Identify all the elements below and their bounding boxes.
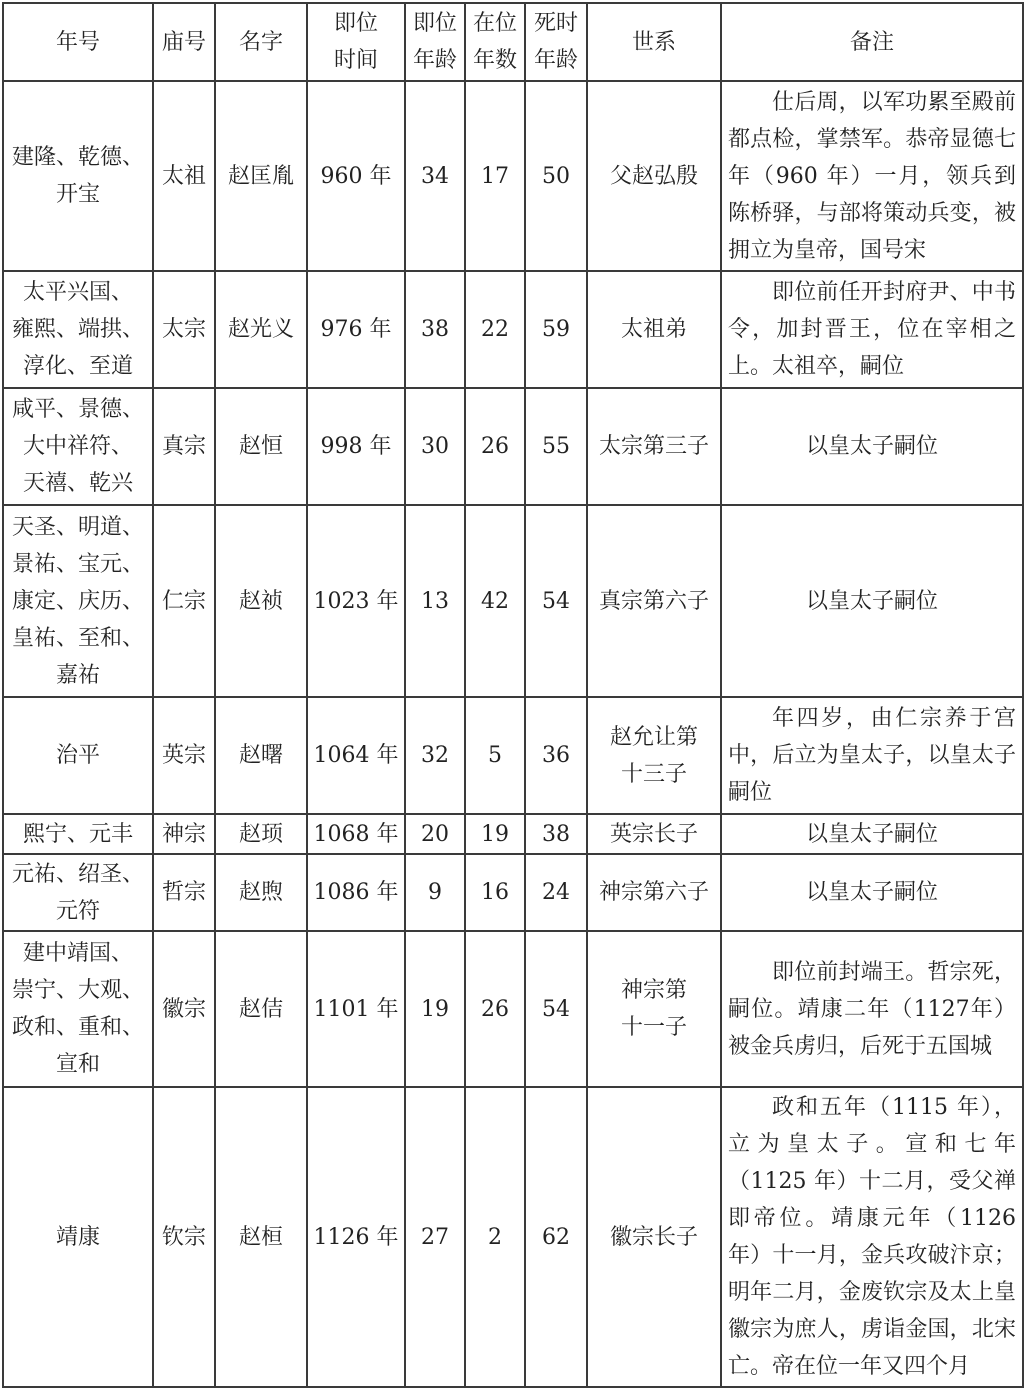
- cell-death-age: 36: [525, 697, 587, 814]
- cell-era: 天圣、明道、 景祐、宝元、 康定、庆历、 皇祐、至和、 嘉祐: [3, 505, 153, 697]
- header-name: 名字: [215, 3, 307, 81]
- cell-accession-time: 1126 年: [307, 1087, 405, 1387]
- cell-lineage: 神宗第 十一子: [587, 931, 721, 1087]
- cell-name: 赵佶: [215, 931, 307, 1087]
- northern-song-emperors-table: [2, 2, 1024, 1388]
- header-notes: 备注: [721, 3, 1023, 81]
- header-lineage: 世系: [587, 3, 721, 81]
- cell-reign-years: 2: [465, 1087, 525, 1387]
- cell-accession-time: 1068 年: [307, 814, 405, 854]
- cell-accession-time: 976 年: [307, 271, 405, 388]
- table-row: [3, 505, 1023, 697]
- cell-reign-years: 16: [465, 854, 525, 931]
- table-row: [3, 931, 1023, 1087]
- cell-notes: 以皇太子嗣位: [721, 505, 1023, 697]
- cell-name: 赵光义: [215, 271, 307, 388]
- header-row: [3, 3, 1023, 81]
- table-row: [3, 1087, 1023, 1387]
- table-row: [3, 271, 1023, 388]
- cell-lineage: 英宗长子: [587, 814, 721, 854]
- header-death-age: 死时 年龄: [525, 3, 587, 81]
- cell-lineage: 神宗第六子: [587, 854, 721, 931]
- cell-death-age: 59: [525, 271, 587, 388]
- table-body: [3, 81, 1023, 1387]
- cell-era: 熙宁、元丰: [3, 814, 153, 854]
- cell-name: 赵顼: [215, 814, 307, 854]
- cell-era: 建隆、乾德、 开宝: [3, 81, 153, 271]
- cell-notes: 以皇太子嗣位: [721, 854, 1023, 931]
- cell-notes: 即位前任开封府尹、中书令，加封晋王，位在宰相之上。太祖卒，嗣位: [721, 271, 1023, 388]
- cell-reign-years: 26: [465, 931, 525, 1087]
- cell-temple-name: 太宗: [153, 271, 215, 388]
- cell-lineage: 太祖弟: [587, 271, 721, 388]
- cell-era: 元祐、绍圣、 元符: [3, 854, 153, 931]
- cell-lineage: 太宗第三子: [587, 388, 721, 505]
- cell-accession-age: 30: [405, 388, 465, 505]
- cell-death-age: 62: [525, 1087, 587, 1387]
- header-reign-years: 在位 年数: [465, 3, 525, 81]
- cell-era: 太平兴国、 雍熙、端拱、 淳化、至道: [3, 271, 153, 388]
- header-accession-age: 即位 年龄: [405, 3, 465, 81]
- cell-accession-time: 1023 年: [307, 505, 405, 697]
- table-row: [3, 388, 1023, 505]
- cell-era: 咸平、景德、 大中祥符、 天禧、乾兴: [3, 388, 153, 505]
- cell-name: 赵祯: [215, 505, 307, 697]
- cell-accession-time: 1064 年: [307, 697, 405, 814]
- cell-accession-age: 20: [405, 814, 465, 854]
- header-era: 年号: [3, 3, 153, 81]
- cell-accession-age: 27: [405, 1087, 465, 1387]
- cell-death-age: 54: [525, 505, 587, 697]
- cell-lineage: 赵允让第 十三子: [587, 697, 721, 814]
- cell-name: 赵恒: [215, 388, 307, 505]
- cell-reign-years: 22: [465, 271, 525, 388]
- table-row: [3, 854, 1023, 931]
- cell-death-age: 38: [525, 814, 587, 854]
- cell-lineage: 父赵弘殷: [587, 81, 721, 271]
- cell-name: 赵曙: [215, 697, 307, 814]
- cell-era: 建中靖国、 崇宁、大观、 政和、重和、 宣和: [3, 931, 153, 1087]
- cell-accession-age: 9: [405, 854, 465, 931]
- table-row: [3, 697, 1023, 814]
- cell-temple-name: 英宗: [153, 697, 215, 814]
- cell-temple-name: 哲宗: [153, 854, 215, 931]
- cell-lineage: 真宗第六子: [587, 505, 721, 697]
- cell-era: 靖康: [3, 1087, 153, 1387]
- cell-notes: 以皇太子嗣位: [721, 388, 1023, 505]
- cell-accession-age: 19: [405, 931, 465, 1087]
- header-temple-name: 庙号: [153, 3, 215, 81]
- cell-death-age: 55: [525, 388, 587, 505]
- cell-accession-age: 13: [405, 505, 465, 697]
- cell-reign-years: 19: [465, 814, 525, 854]
- cell-accession-age: 34: [405, 81, 465, 271]
- cell-reign-years: 17: [465, 81, 525, 271]
- cell-temple-name: 徽宗: [153, 931, 215, 1087]
- cell-notes: 年四岁，由仁宗养于宫中，后立为皇太子，以皇太子嗣位: [721, 697, 1023, 814]
- cell-accession-time: 1101 年: [307, 931, 405, 1087]
- cell-death-age: 50: [525, 81, 587, 271]
- cell-temple-name: 神宗: [153, 814, 215, 854]
- cell-name: 赵匡胤: [215, 81, 307, 271]
- cell-notes: 仕后周，以军功累至殿前都点检，掌禁军。恭帝显德七年（960 年）一月，领兵到陈桥驿，与部将策动兵变，被拥立为皇帝，国号宋: [721, 81, 1023, 271]
- cell-lineage: 徽宗长子: [587, 1087, 721, 1387]
- cell-death-age: 24: [525, 854, 587, 931]
- cell-name: 赵桓: [215, 1087, 307, 1387]
- table-wrapper: [2, 2, 1024, 1388]
- cell-reign-years: 26: [465, 388, 525, 505]
- cell-accession-time: 1086 年: [307, 854, 405, 931]
- cell-notes: 以皇太子嗣位: [721, 814, 1023, 854]
- table-row: [3, 814, 1023, 854]
- cell-notes: 政和五年（1115 年），立为皇太子。宣和七年（1125 年）十二月，受父禅即帝位。靖康元年（1126 年）十一月，金兵攻破汴京；明年二月，金废钦宗及太上皇徽宗为庶人，虏诣金国，北宋亡。帝在位一年又四个月: [721, 1087, 1023, 1387]
- cell-accession-age: 32: [405, 697, 465, 814]
- cell-temple-name: 真宗: [153, 388, 215, 505]
- cell-era: 治平: [3, 697, 153, 814]
- cell-reign-years: 42: [465, 505, 525, 697]
- cell-temple-name: 钦宗: [153, 1087, 215, 1387]
- cell-accession-age: 38: [405, 271, 465, 388]
- cell-accession-time: 998 年: [307, 388, 405, 505]
- cell-temple-name: 太祖: [153, 81, 215, 271]
- table-row: [3, 81, 1023, 271]
- cell-notes: 即位前封端王。哲宗死，嗣位。靖康二年（1127年）被金兵虏归，后死于五国城: [721, 931, 1023, 1087]
- cell-reign-years: 5: [465, 697, 525, 814]
- cell-temple-name: 仁宗: [153, 505, 215, 697]
- cell-death-age: 54: [525, 931, 587, 1087]
- cell-name: 赵煦: [215, 854, 307, 931]
- header-accession-time: 即位 时间: [307, 3, 405, 81]
- cell-accession-time: 960 年: [307, 81, 405, 271]
